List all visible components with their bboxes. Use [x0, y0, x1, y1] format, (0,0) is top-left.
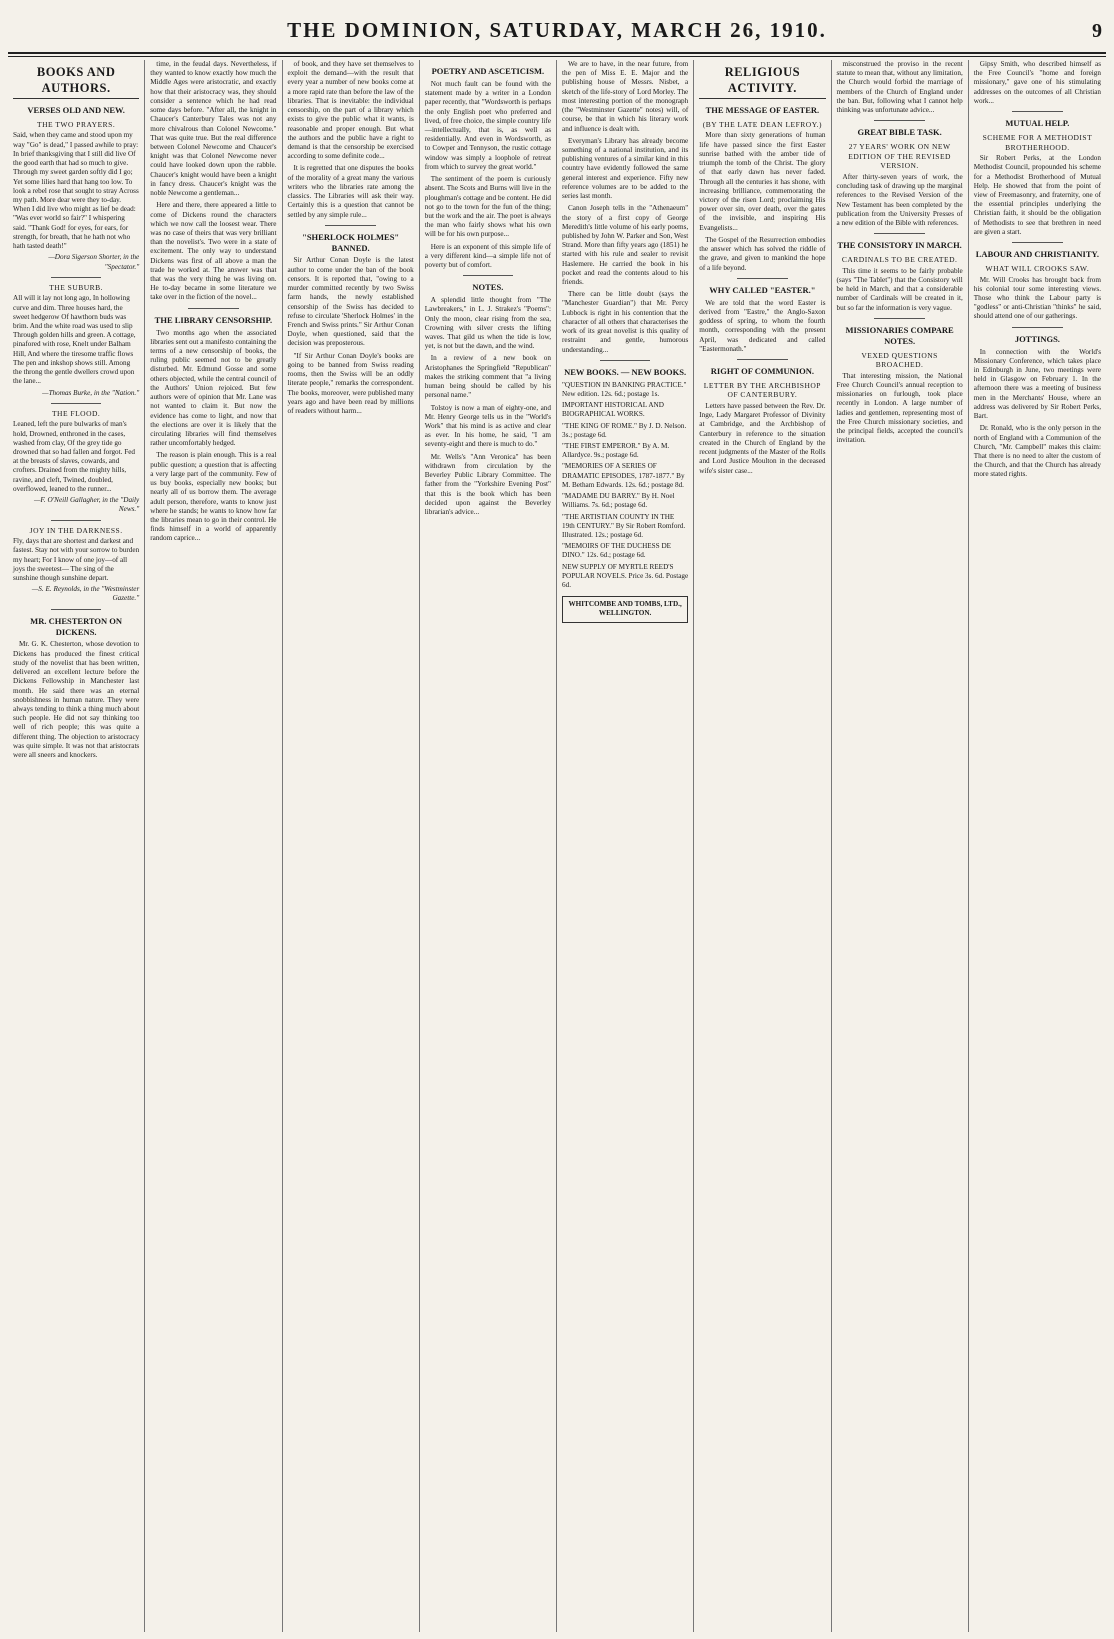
- subhead-notes: NOTES.: [472, 282, 504, 293]
- divider: [325, 225, 376, 226]
- article-paragraph: In connection with the World's Missionary Conference, which takes place in Edinburgh in June, two meetings were held in Glasgow on February 1. In the afternoon there was a meeting of business men in the Merchants' House, where an address was delivered by Sir Robert Perks, Bart.: [973, 347, 1101, 421]
- column-8: [969, 60, 1106, 1632]
- article-paragraph: time, in the feudal days. Nevertheless, if they wanted to know exactly how much the Middle Ages were aristocratic, and exactly how that their aristocracy was, they should consider a sentence which he had read some days before. "After all, the knight in Chaucer's Canterbury Tales was not any more chivalrous than Colonel Newcome." That was quite true. But the real difference between Colonel Newcome and Chaucer's knight was that Colonel Newcome never could have looked down upon the rabble. Chaucer's knight would have been a knight in fancy dress. Chaucer's knight was the noble Newcome a gentleman...: [150, 60, 277, 198]
- article-paragraph: The Gospel of the Resurrection embodies the answer which has solved the riddle of the grave, and given to mankind the hope of a life beyond.: [699, 235, 826, 272]
- subhead-library-censorship: THE LIBRARY CENSORSHIP.: [154, 314, 273, 325]
- divider: [51, 277, 102, 278]
- poem-author: —F. O'Neill Gallagher, in the "Daily News.": [34, 496, 140, 514]
- subhead-labour: LABOUR AND CHRISTIANITY.: [975, 249, 1099, 260]
- subhead-new-books: NEW BOOKS. — NEW BOOKS.: [564, 366, 687, 377]
- column-2: [145, 60, 282, 1632]
- article-paragraph: Gipsy Smith, who described himself as the Free Council's "home and foreign missionary," gave one of his stimulating addresses on the outcomes of all Christian work...: [973, 60, 1101, 105]
- article-paragraph: There can be little doubt (says the "Manchester Guardian") that Mr. Percy Lubbock is right in his contention that the character of all others that characterises the work of its great novelist is this quality of restraint and gentle, humorous understanding...: [562, 290, 689, 354]
- article-paragraph: This time it seems to be fairly probable (says "The Tablet") that the Consistory will be held in March, and that a considerable number of Cardinals will be created in it, but so far the information is very vague.: [836, 266, 963, 312]
- divider: [874, 318, 925, 319]
- book-list: [562, 381, 688, 591]
- article-paragraph: Mr. Wells's "Ann Veronica" has been withdrawn from circulation by the Beverley Public Library Committee. The father from the "Yorkshire Evening Post" that this is the book which has been decided upon against the Beverley librarian's advice...: [424, 452, 551, 516]
- column-4: [420, 60, 557, 1632]
- article-paragraph: The sentiment of the poem is curiously absent. The Scots and Burns will live in the ploughman's cottage and be content. He did not go to the town for the fun of the thing; but the work and the air. The poet is always the man who fairly shows what his own will be for his own purpose...: [424, 175, 551, 239]
- subhead-brotherhood: SCHEME FOR A METHODIST BROTHERHOOD.: [982, 132, 1093, 152]
- article-paragraph: Sir Arthur Conan Doyle is the latest author to come under the ban of the book censors. It is reported that, "owing to a murder committed recently by two Swiss farm hands, the newly established censorship of the Swiss has decided to refuse to circulate 'Sherlock Holmes' in the French and Swiss prints." Sir Arthur Conan Doyle, when questioned, said that the decision was preposterous.: [287, 256, 414, 348]
- subhead-communion: RIGHT OF COMMUNION.: [710, 365, 814, 376]
- poem-author: —Thomas Burke, in the "Nation.": [42, 388, 140, 397]
- article-paragraph: That interesting mission, the National Free Church Council's annual reception to missionaries on furlough, took place recently in London. A large number of ladies and gentlemen, representing most of the Free Church missionary societies, and the principal fields, accepted the council's invitation.: [836, 371, 963, 445]
- subhead-bible-task: GREAT BIBLE TASK.: [857, 127, 942, 138]
- divider: [51, 609, 102, 610]
- article-paragraph: We are told that the word Easter is derived from "Eastre," the Anglo-Saxon goddess of spring, to whom the fourth month, corresponding with the present April, was dedicated and called "Eastermonath.": [699, 298, 826, 353]
- article-paragraph: Mr. G. K. Chesterton, whose devotion to Dickens has produced the finest critical study of the novelist that has been written, delivered an excellent lecture before the Dickens Fellowship in Manchester last month. He said there was an eternal snobbishness in human nature. They were always tending to think a thing much about such people. He did not say thinking too well of rich people; this was quite a different thing. The objection to aristocracy was quite simple. It was not that aristocrats were all sneers and knockers.: [13, 640, 140, 760]
- column-3: [283, 60, 420, 1632]
- column-1: [8, 60, 145, 1632]
- divider: [737, 359, 788, 360]
- subhead-chesterton: MR. CHESTERTON ON DICKENS.: [30, 615, 123, 637]
- column-7: [832, 60, 969, 1632]
- poem-author: —Dora Sigerson Shorter, in the "Spectator.": [48, 253, 140, 271]
- book-list-item: "THE FIRST EMPEROR." By A. M. Allardyce. 9s.; postage 6d.: [562, 441, 670, 460]
- subhead-cardinals: CARDINALS TO BE CREATED.: [841, 255, 958, 265]
- subhead-easter: THE MESSAGE OF EASTER.: [705, 105, 820, 115]
- divider: [188, 308, 239, 309]
- book-list-item: "MEMORIES OF A SERIES OF DRAMATIC EPISODES, 1787-1877." By M. Betham Edwards. 12s. 6d.; postage 8d.: [562, 462, 685, 489]
- divider: [1012, 111, 1063, 112]
- poem-title: THE SUBURB.: [49, 282, 104, 292]
- divider: [874, 120, 925, 121]
- poem-text: Said, when they came and stood upon my way "Go" is dead," I passed awhile to pray: In brief thanksgiving that I still did live Of the good earth that had so much to give. Through my sweet garden softly did I go; Yet some lilies hard that hang too low. To look a rebel rose that sought to stray Across my path. More dear were they to-day. When I did live who might as lief be dead: "Was ever world so fair?" I whispering said. "Thank God! for eyes, for ears, for strength, for breath, that he hath not who hath tasted death!": [13, 131, 139, 251]
- article-paragraph: misconstrued the proviso in the recent statute to mean that, without any limitation, the Church would forbid the marriage of members of the Church of England under the ban. But, following what I cannot help thinking was unfortunate advice...: [836, 60, 963, 115]
- article-paragraph: After thirty-seven years of work, the concluding task of drawing up the marginal references to the Revised Version of the New Testament has been completed by the publication from the University Presses of a new edition of the Bible with references.: [836, 172, 963, 228]
- subhead-missionaries: MISSIONARIES COMPARE NOTES.: [845, 324, 954, 346]
- page-columns: [8, 60, 1106, 1632]
- book-list-item: "MADAME DU BARRY." By H. Noel Williams. 7s. 6d.; postage 6d.: [562, 492, 675, 510]
- poem-title: JOY IN THE DARKNESS.: [29, 525, 123, 535]
- divider: [463, 275, 514, 276]
- subhead-letter: LETTER BY THE ARCHBISHOP OF CANTERBURY.: [703, 380, 821, 400]
- poem-text: Fly, days that are shortest and darkest and fastest. Stay not with your sorrow to burden my heart; For I know of one joy—of all joys the sweetest— The sing of the sunshine though sunshine depart.: [13, 537, 140, 582]
- publisher-advert: WHITCOMBE AND TOMBS, LTD., WELLINGTON.: [562, 596, 688, 622]
- article-paragraph: Canon Joseph tells in the "Athenaeum" the story of a first copy of George Meredith's little volume of his early poems, published by John W. Parker and Son, West Strand. More than fifty years ago (1851) he started with his rule and sealer to revisit Haslemere. He carried the book in his pocket and read the contents aloud to his friends.: [562, 204, 689, 287]
- article-paragraph: "If Sir Arthur Conan Doyle's books are going to be banned from Swiss reading rooms, then the Swiss will be an oddly literate people," remarks the correspondent. The books, moreover, were published many years ago and have been read by millions of readers without harm...: [287, 351, 414, 415]
- divider: [1012, 327, 1063, 328]
- poem-text: All will it lay not long ago, In hollowing curve and dim. Three houses hard, the sweet hedgerow Of hawthorn buds was brim. And the white road was used to slip Through golden hills and green. A cottage, pinafored with rose, Knelt under Balham Hill, And where the tiresome traffic flows The pen and inkshop shows still. Among the throng the gentle dwellers crowd upon the lane...: [13, 294, 136, 386]
- article-paragraph: Everyman's Library has already become something of a national institution, and its publishing ventures of a similar kind in this country have evidently followed the same general interest and experience. Fifty new reference volumes are to be added to the series last month.: [562, 136, 689, 201]
- subhead-crooks: WHAT WILL CROOKS SAW.: [985, 264, 1090, 273]
- poem-author: —S. E. Reynolds, in the "Westminster Gazette.": [31, 585, 140, 603]
- divider: [737, 278, 788, 279]
- book-list-item: NEW SUPPLY OF MYRTLE REED'S POPULAR NOVELS. Price 3s. 6d. Postage 6d.: [562, 562, 689, 590]
- article-paragraph: of book, and they have set themselves to exploit the demand—with the result that every year a number of new books come at a more rapid rate than before the law of the libraries. That is inevitable: the individual censorship, on the part of a library which exists to give the public what it wants, is reasonable and proper enough. But what the authors and the public have a right to demand is that the censorship be exercised according to some definite code...: [287, 60, 414, 161]
- subhead-jottings: JOTTINGS.: [1014, 333, 1060, 344]
- poem-title: THE FLOOD.: [51, 408, 101, 418]
- article-paragraph: A splendid little thought from "The Lawbreakers," in L. J. Strakez's "Poems": Only the moon, clear rising from the sea, Crowning with silver crests the lifting waves. That gild us when the tide is low, yet, is not but the dawn, and the wind.: [424, 296, 551, 351]
- article-paragraph: Not much fault can be found with the statement made by a writer in a London paper recently, that "Wordsworth is perhaps the only English poet who preferred and lived, of free choice, the simple country life—intellectually, that is, as well as residentially. And even in Wordsworth, as to Cowper and Tennyson, the rustic cottage window was simply a loophole of retreat from which to survey the great world.": [424, 79, 551, 171]
- subhead-revised-version: 27 YEARS' WORK ON NEW EDITION OF THE REVISED VERSION.: [848, 142, 951, 171]
- section-title-books: BOOKS AND AUTHORS.: [13, 64, 139, 99]
- article-paragraph: Tolstoy is now a man of eighty-one, and Mr. Henry George tells us in the "World's Work" that his mind is as active and clear as ever. In his home, he said, "I am seventy-eight and there is much to do.": [424, 403, 551, 449]
- subhead-mutual-help: MUTUAL HELP.: [1005, 118, 1070, 129]
- subhead-sherlock: "SHERLOCK HOLMES" BANNED.: [302, 231, 400, 253]
- article-paragraph: Two months ago when the associated libraries sent out a manifesto containing the terms of a new censorship of books, the ruling public seemed not to be greatly disturbed. Mr. Edmund Gosse and some others objected, while the central council of the Authors' Union rejoiced. But few authors were of opinion that Mr. Lane was not wanted to claim it. But now the evidence has come to light, and now that the elections are over it is likely that the circulating libraries will find themselves rather uncomfortably hedged.: [150, 328, 277, 448]
- article-paragraph: We are to have, in the near future, from the pen of Miss E. E. Major and the publishing house of Messrs. Nisbet, a sketch of the life-story of Lord Morley. The most interesting portion of the monograph (the "Westminster Gazette" notes) will, of course, be that in which his literary work and influence is dealt with.: [562, 60, 689, 133]
- poem-title: THE TWO PRAYERS.: [37, 119, 116, 129]
- divider: [51, 520, 102, 521]
- page-number: 9: [1092, 20, 1102, 42]
- subhead-why-easter: WHY CALLED "EASTER.": [709, 284, 816, 295]
- subhead-vexed: VEXED QUESTIONS BROACHED.: [861, 350, 938, 370]
- article-paragraph: The reason is plain enough. This is a real public question; a question that is affecting a very large part of the community. Few of us buy books, especially new books; but nearly all of us borrow them. The average adult person, therefore, wants to know just where he stands; he wants to know how far the libraries mean to go in their control. He finds himself in a world of apparently random caprice...: [150, 451, 277, 543]
- article-paragraph: Sir Robert Perks, at the London Methodist Council, propounded his scheme for a Methodist Brotherhood of Mutual Help. He showed that from the point of view of Freemasonry, and fraternity, one of the essential principles underlying the Christian faith, it should be the obligation of Methodists to see that brethren in need are given a start.: [973, 154, 1101, 236]
- newspaper-title: THE DOMINION, SATURDAY, MARCH 26, 1910.: [287, 17, 827, 42]
- article-paragraph: Dr. Ronald, who is the only person in the north of England with a Communion of the Church, "Mr. Campbell" makes this claim: That there is no need to alter the custom of the Church, and that the Church has already more stated rights.: [973, 424, 1101, 479]
- subhead-consistory: THE CONSISTORY IN MARCH.: [837, 240, 962, 251]
- subhead-verses: VERSES OLD AND NEW.: [27, 105, 125, 115]
- subhead-poetry-asceticism: POETRY AND ASCETICISM.: [431, 66, 545, 76]
- article-paragraph: Here and there, there appeared a little to come of Dickens round the characters which we now call the loosest wear. There was no case of theirs that was very brilliant than the novelist's. Two were in a state of excitement. The only way to understand Dickens was first of all above a man the trade he worked at. The answer was that that was the very thing he was living on. He to-day became in some literature we take over in the fiction of the novel...: [150, 201, 277, 302]
- masthead: [8, 8, 1106, 54]
- divider: [51, 403, 102, 404]
- column-5: [557, 60, 694, 1632]
- book-list-item: "THE ARTISTIAN COUNTY IN THE 19th CENTURY." By Sir Robert Romford. Illustrated. 12s.; postage 6d.: [562, 512, 686, 539]
- book-list-item: "QUESTION IN BANKING PRACTICE." New edition. 12s. 6d.; postage 1s.: [562, 380, 687, 398]
- article-paragraph: It is regretted that one disputes the books of the morality of a great many the various writers who the libraries rate among the classics. The Libraries will ask their way. Certainly this is a question that cannot be settled by any simple rule...: [287, 164, 414, 219]
- book-list-item: "MEMOIRS OF THE DUCHESS DE DINO." 12s. 6d.; postage 6d.: [562, 542, 672, 560]
- article-paragraph: Mr. Will Crooks has brought back from his colonial tour some interesting views. Those who think the Labour party is "godless" or anti-Christian "thinks" he said, should attend one of our gatherings.: [973, 275, 1101, 321]
- byline: (BY THE LATE DEAN LEFROY.): [702, 119, 823, 129]
- poem-text: Leaned, left the pure bulwarks of man's hold, Drowned, enthroned in the cases, washed from clay, Of the grey tide go drowned that so had fallen and forgot. Fed at the breasts of slaves, cowards, and crofters. Drained from the mighty hills, ravine, and cleft, Twined, doubled, overflowed, leaned to the runner...: [13, 420, 136, 493]
- article-paragraph: More than sixty generations of human life have passed since the first Easter sunrise bathed with the amber tide of triumph the tomb of the Christ. The glory of that early dawn has never faded. Through all the centuries it has shone, with increasing brilliance, commemorating the victory of the risen Lord; proclaiming His power over sin, over death, over the gates of the invisible, and inspiring His Evangelists...: [699, 131, 826, 232]
- divider: [1012, 242, 1063, 243]
- divider: [874, 233, 925, 234]
- article-paragraph: Letters have passed between the Rev. Dr. Inge, Lady Margaret Professor of Divinity at Cambridge, and the Archbishop of Canterbury in reference to the situation created in the Church of England by the recent judgments of the Master of the Rolls and Lord Justice Moulton in the deceased wife's sister case...: [699, 402, 826, 475]
- divider: [600, 360, 651, 361]
- book-list-item: IMPORTANT HISTORICAL AND BIOGRAPHICAL WORKS.: [562, 401, 664, 419]
- article-paragraph: In a review of a new book on Aristophanes the Springfield "Republican" makes the striking comment that "a living human being should be called by his personal name.": [424, 354, 551, 400]
- article-paragraph: Here is an exponent of this simple life of a very different kind—a simple life not of poverty but of comfort.: [424, 242, 551, 270]
- column-6: [694, 60, 831, 1632]
- book-list-item: "THE KING OF ROME." By J. D. Nelson. 3s.; postage 6d.: [562, 421, 687, 439]
- section-title-religious: RELIGIOUS ACTIVITY.: [699, 64, 825, 99]
- masthead-rule: [8, 56, 1106, 57]
